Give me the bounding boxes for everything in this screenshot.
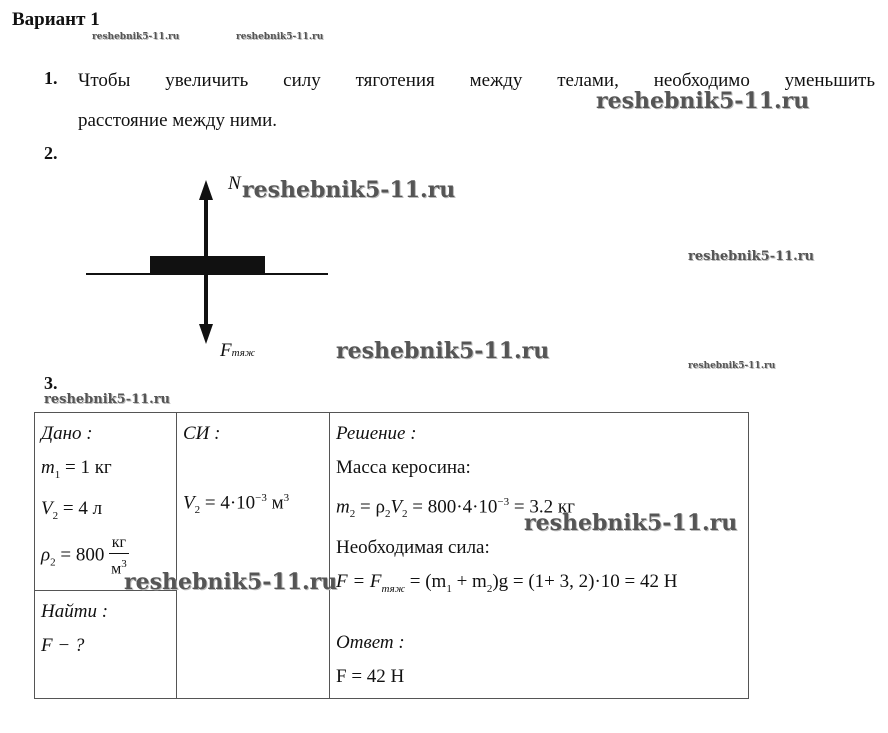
normal-force-label: N	[228, 173, 241, 194]
given-rho: $\rho_2 = 800$ $\frac{кг}{м^3}$	[41, 533, 127, 577]
solution-cell	[330, 413, 749, 699]
question-1-word: тяготения	[355, 70, 435, 91]
question-1-word: телами,	[557, 70, 619, 91]
solution-line-4: $F = F_{тяж} = (m_1 + m_2)g = (1+ 3$, 2)·10 = 42 Н	[336, 571, 678, 595]
answer-header: Ответ :	[336, 631, 405, 653]
question-1-word: уменьшить	[784, 70, 875, 91]
watermark: reshebnik5-11.ru	[688, 361, 776, 371]
given-header: Дано :	[41, 423, 93, 444]
watermark: reshebnik5-11.ru	[336, 338, 550, 364]
si-v2: $V_2 = 4\cdot 10^{-3}$ $м^3$	[183, 492, 290, 517]
si-cell	[177, 413, 330, 699]
question-number: 2.	[44, 143, 58, 163]
watermark: reshebnik5-11.ru	[524, 510, 738, 536]
question-1-word: увеличить	[165, 70, 249, 91]
question-1-word: между	[469, 70, 523, 91]
question-number: 3.	[44, 373, 58, 393]
given-v2: $V_2 = 4$ л	[41, 497, 103, 522]
watermark: reshebnik5-11.ru	[124, 569, 338, 595]
si-header: СИ :	[183, 423, 221, 444]
answer-value: F = 42 Н	[336, 665, 405, 687]
gravity-force-label: Fтяж	[220, 340, 256, 361]
watermark: reshebnik5-11.ru	[688, 249, 815, 264]
solution-line-2: $m_2 = \rho_2V_2 = 800\cdot 4\cdot 10^{-3} = 3.2$ кг	[336, 496, 575, 521]
solution-line-1: Масса керосина:	[336, 457, 471, 478]
solution-header: Решение :	[336, 423, 417, 444]
question-1-line-2: расстояние между ними.	[78, 110, 278, 131]
question-1-word: необходимо	[653, 70, 750, 91]
find-header: Найти :	[41, 600, 109, 622]
question-1-word: силу	[283, 70, 321, 91]
solution-line-3: Необходимая сила:	[336, 537, 490, 559]
question-number: 1.	[44, 68, 58, 88]
solution-table	[34, 412, 749, 699]
find-cell	[35, 590, 177, 698]
question-1-word: Чтобы	[78, 70, 131, 91]
watermark: reshebnik5-11.ru	[242, 177, 456, 203]
given-cell	[35, 413, 177, 591]
watermark: reshebnik5-11.ru	[44, 392, 171, 407]
watermark: reshebnik5-11.ru	[92, 32, 180, 42]
given-m1: $m_1 = 1$ кг	[41, 457, 112, 481]
find-value: F − ?	[41, 634, 85, 656]
page-title: Вариант 1	[12, 9, 100, 30]
gravity-force-arrowhead	[199, 324, 213, 344]
normal-force-arrowhead	[199, 180, 213, 200]
watermark: reshebnik5-11.ru	[596, 88, 810, 114]
watermark: reshebnik5-11.ru	[236, 32, 324, 42]
